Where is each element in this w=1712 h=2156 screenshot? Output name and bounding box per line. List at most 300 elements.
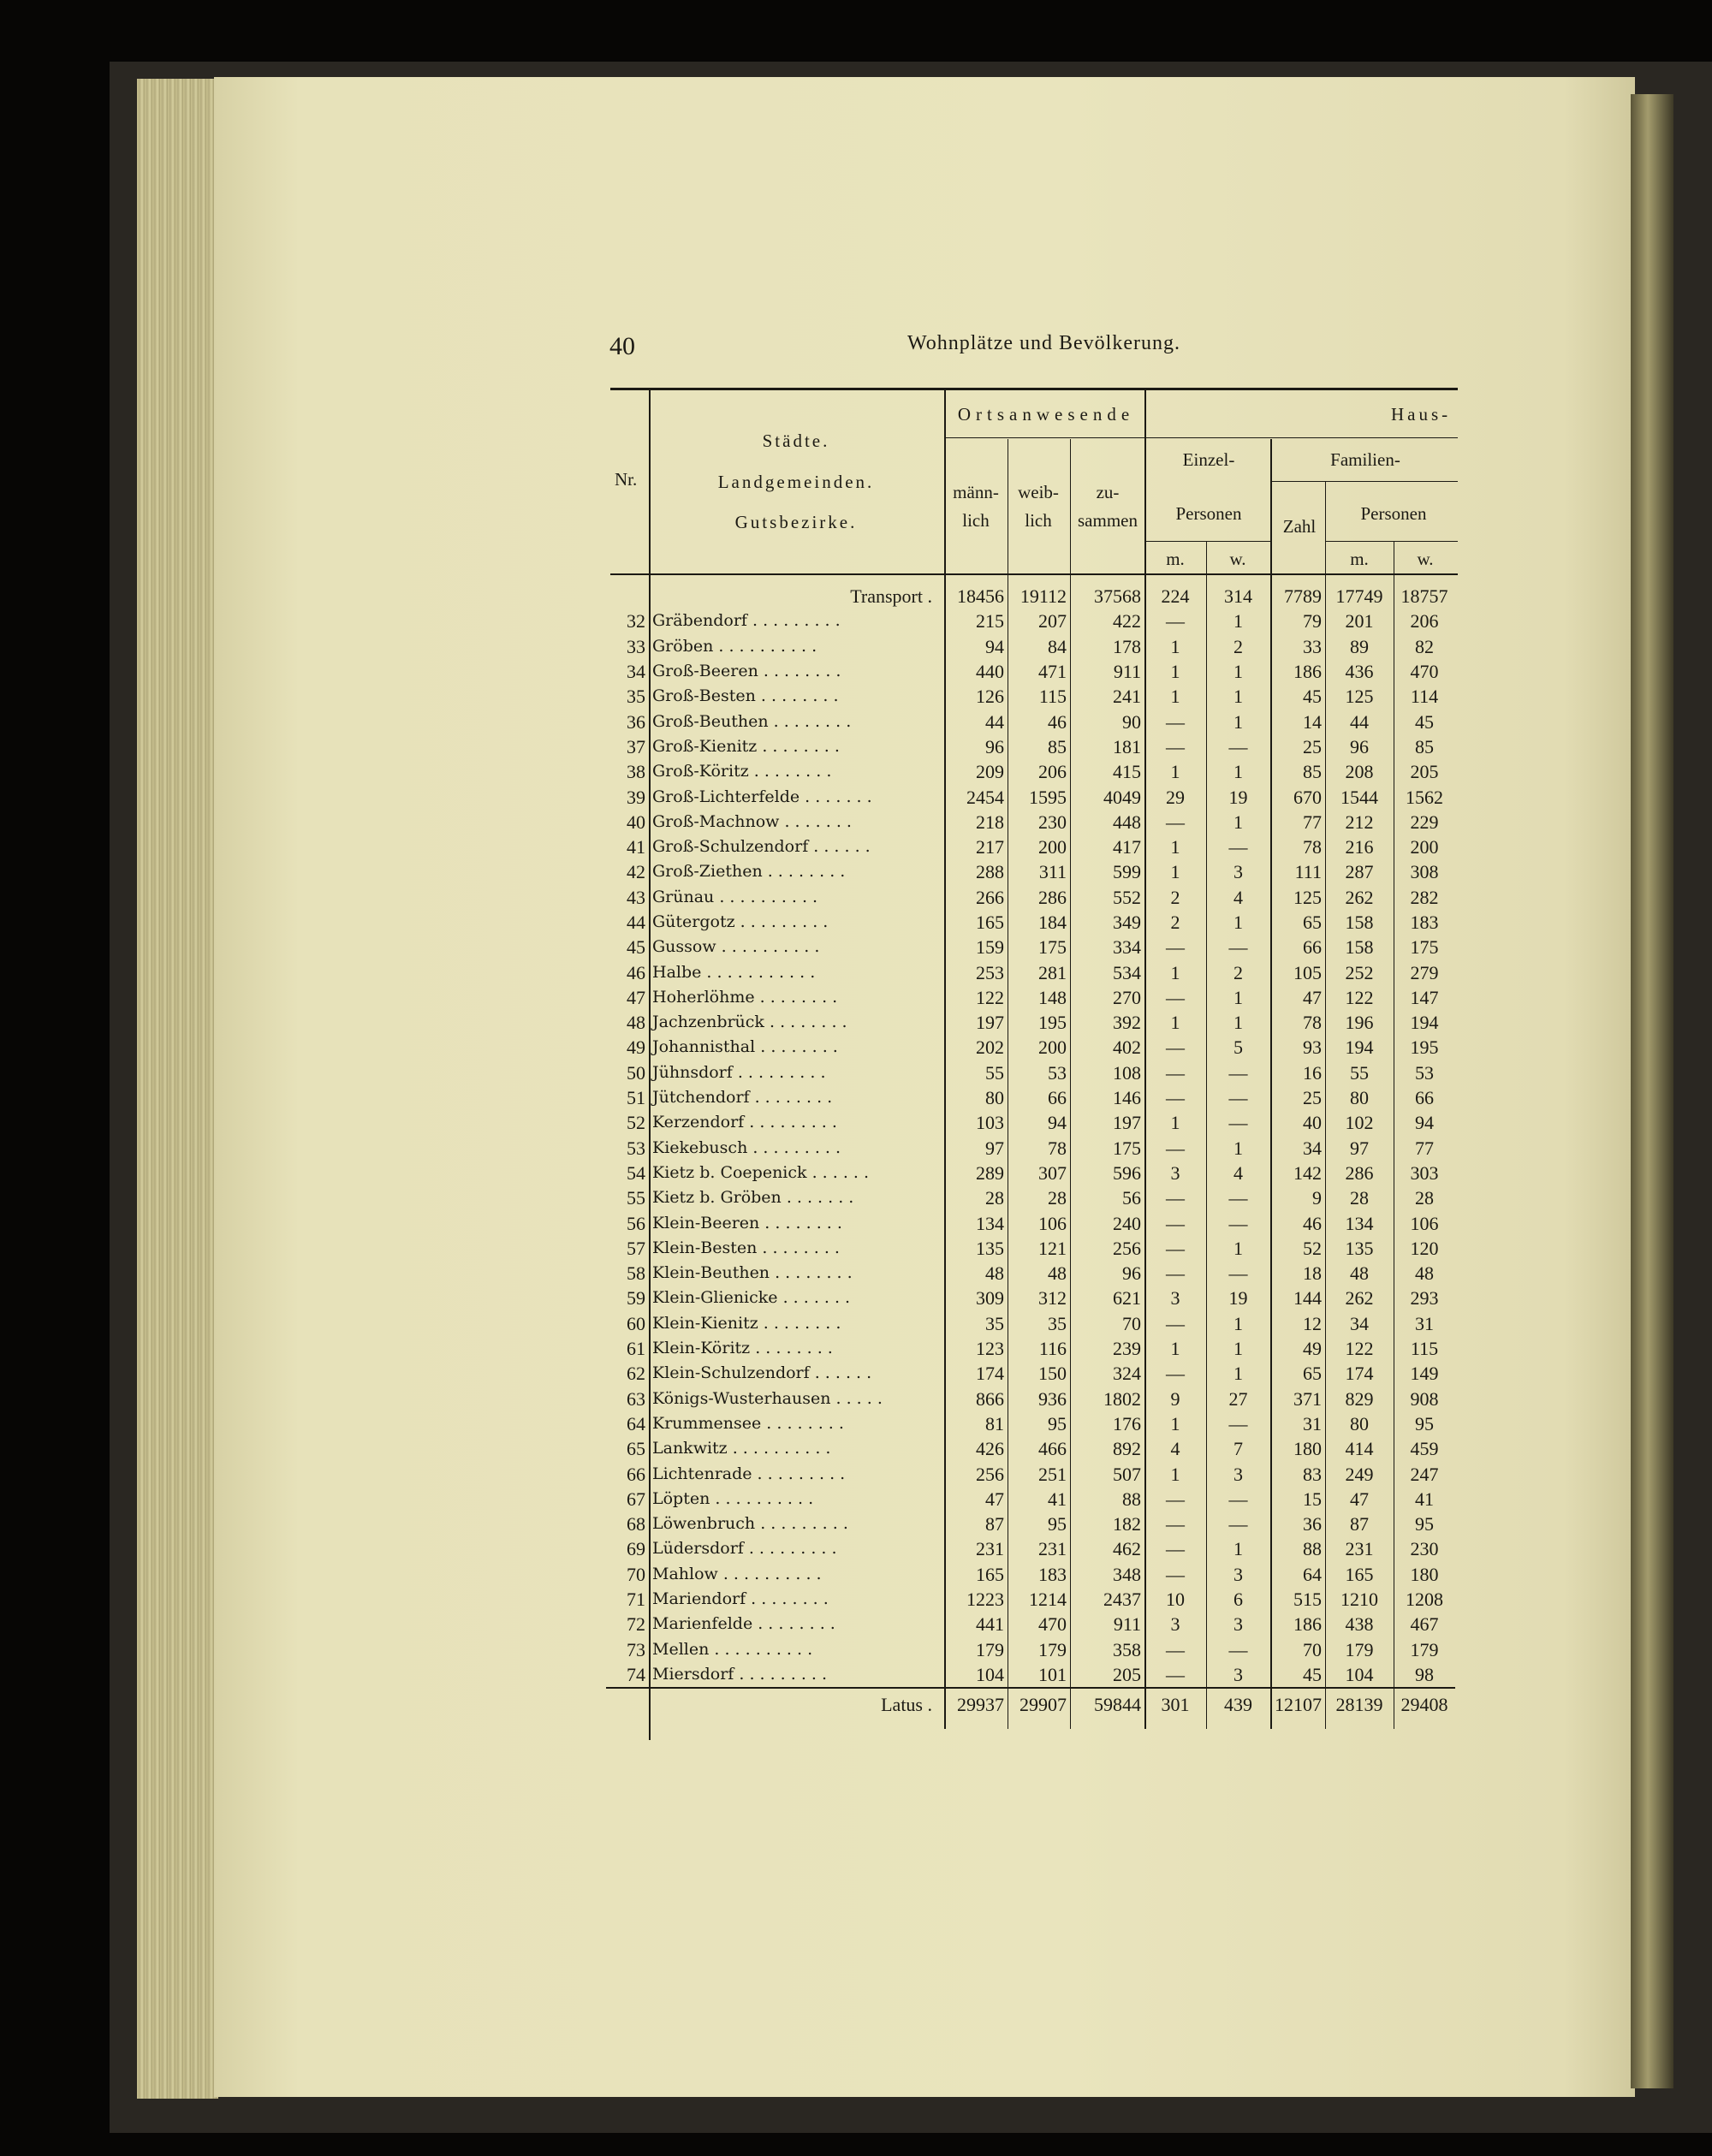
header-einzel-m: m. (1166, 549, 1185, 569)
cell-einzel-m: — (1166, 1488, 1185, 1510)
cell-familien-w: 28 (1415, 1187, 1434, 1209)
facing-page-edge (1631, 94, 1673, 2088)
cell-weiblich: 116 (1038, 1338, 1067, 1360)
cell-einzel-w: — (1228, 1212, 1248, 1234)
cell-maennlich: 174 (976, 1363, 1004, 1385)
cell-familien-w: 82 (1415, 635, 1434, 657)
cell-zusammen: 90 (1122, 710, 1141, 733)
cell-familien-w: 106 (1410, 1212, 1439, 1234)
place-name: Groß-Besten . . . . . . . . (652, 686, 839, 706)
cell-familien-m: 122 (1345, 986, 1374, 1008)
cell-zusammen: 552 (1113, 886, 1141, 908)
cell-weiblich: 286 (1038, 886, 1067, 908)
cell-einzel-m: — (1166, 710, 1185, 733)
cell-familien-w: 149 (1410, 1363, 1439, 1385)
cell-weiblich: 148 (1038, 986, 1067, 1008)
cell-zusammen: 402 (1113, 1036, 1141, 1059)
cell-familien-m: 252 (1345, 961, 1374, 983)
cell-weiblich: 35 (1048, 1312, 1067, 1334)
cell-familien-m: 231 (1345, 1538, 1374, 1560)
cell-familien-w: 200 (1410, 836, 1439, 858)
place-name: Kietz b. Gröben . . . . . . . (652, 1188, 854, 1208)
place-name: Kietz b. Coepenick . . . . . . (652, 1162, 870, 1182)
cell-weiblich: 281 (1038, 961, 1067, 983)
cell-einzel-m: — (1166, 1087, 1185, 1109)
cell-zahl: 64 (1303, 1563, 1322, 1585)
row-number: 45 (627, 936, 645, 959)
cell-familien-m: 438 (1345, 1613, 1374, 1636)
cell-maennlich: 135 (976, 1237, 1004, 1259)
cell-einzel-w: — (1228, 936, 1248, 959)
place-name: Hoherlöhme . . . . . . . . (652, 987, 838, 1007)
cell-weiblich: 28 (1048, 1187, 1067, 1209)
row-number: 71 (627, 1589, 645, 1611)
cell-maennlich: 35 (985, 1312, 1004, 1334)
cell-maennlich: 44 (985, 710, 1004, 733)
cell-maennlich: 103 (976, 1112, 1004, 1134)
cell-einzel-m: 2 (1170, 912, 1180, 933)
cell-einzel-w: 1 (1233, 1363, 1243, 1385)
personen-underline (1146, 541, 1270, 542)
cell-maennlich: 96 (985, 735, 1004, 757)
cell-weiblich: 29907 (1008, 1688, 1070, 1717)
cell-zusammen: 911 (1113, 661, 1141, 683)
cell-einzel-w: 1 (1233, 986, 1243, 1008)
cell-maennlich: 440 (976, 661, 1004, 683)
cell-zusammen: 417 (1113, 836, 1141, 858)
cell-einzel-w: 1 (1233, 1338, 1243, 1360)
table-row (606, 684, 1455, 709)
cell-einzel-w: 3 (1233, 861, 1243, 883)
table-row (606, 1311, 1455, 1336)
header-einzel: Einzel- (1182, 449, 1235, 470)
cell-einzel-m: 29 (1166, 786, 1185, 808)
cell-zahl: 105 (1293, 961, 1322, 983)
cell-zusammen: 175 (1113, 1137, 1141, 1159)
cell-weiblich: 95 (1048, 1513, 1067, 1535)
cell-einzel-m: 1 (1170, 635, 1180, 657)
cell-einzel-w: — (1228, 1488, 1248, 1510)
cell-familien-m: 87 (1350, 1513, 1369, 1535)
cell-einzel-m: 3 (1170, 1613, 1180, 1636)
cell-einzel-m: 1 (1170, 1338, 1180, 1360)
cell-weiblich: 184 (1038, 912, 1067, 933)
cell-einzel-m: 1 (1170, 861, 1180, 883)
cell-maennlich: 309 (976, 1287, 1004, 1310)
cell-zusammen: 448 (1113, 811, 1141, 833)
cell-maennlich: 122 (976, 986, 1004, 1008)
place-name: Gröben . . . . . . . . . . (652, 636, 817, 656)
cell-zahl: 70 (1303, 1638, 1322, 1660)
place-name: Groß-Kienitz . . . . . . . . (652, 736, 840, 756)
cell-maennlich: 2454 (966, 786, 1004, 808)
cell-maennlich: 28 (985, 1187, 1004, 1209)
cell-zahl: 25 (1303, 1087, 1322, 1109)
cell-einzel-w: 4 (1233, 1161, 1243, 1184)
cell-familien-w: 282 (1410, 886, 1439, 908)
cell-einzel-w: 1 (1233, 686, 1243, 708)
place-name: Löwenbruch . . . . . . . . . (652, 1514, 848, 1534)
page-number: 40 (609, 332, 635, 360)
cell-familien-w: 98 (1415, 1663, 1434, 1685)
cell-familien-w: 303 (1410, 1161, 1439, 1184)
cell-weiblich: 466 (1038, 1438, 1067, 1460)
cell-einzel-w: 27 (1228, 1387, 1248, 1410)
cell-zahl: 15 (1303, 1488, 1322, 1510)
cell-zahl: 93 (1303, 1036, 1322, 1059)
cell-zusammen: 1802 (1103, 1387, 1141, 1410)
cell-familien-m: 829 (1345, 1387, 1374, 1410)
cell-maennlich: 202 (976, 1036, 1004, 1059)
place-name: Jütchendorf . . . . . . . . (652, 1088, 833, 1108)
table-row (606, 1185, 1455, 1210)
table-row (606, 1236, 1455, 1261)
cell-zusammen: 596 (1113, 1161, 1141, 1184)
cell-familien-w: 1208 (1406, 1589, 1443, 1611)
table-row (606, 935, 1455, 959)
cell-maennlich: 29937 (944, 1688, 1008, 1717)
cell-familien-m: 80 (1350, 1087, 1369, 1109)
cell-zahl: 65 (1303, 1363, 1322, 1385)
header-staedte: Städte. (762, 431, 830, 451)
cell-einzel-m: — (1166, 1312, 1185, 1334)
cell-einzel-m: — (1166, 986, 1185, 1008)
cell-weiblich: 41 (1048, 1488, 1067, 1510)
table-row (606, 1286, 1455, 1310)
cell-maennlich: 165 (976, 1563, 1004, 1585)
cell-einzel-m: — (1166, 1363, 1185, 1385)
cell-zusammen: 348 (1113, 1563, 1141, 1585)
table-row (606, 1336, 1455, 1361)
cell-familien-w: 115 (1410, 1338, 1439, 1360)
cell-familien-w: 45 (1415, 710, 1434, 733)
cell-weiblich: 46 (1048, 710, 1067, 733)
cell-familien-w: 29408 (1394, 1688, 1455, 1717)
cell-einzel-m: — (1166, 735, 1185, 757)
cell-familien-m: 216 (1345, 836, 1374, 858)
cell-maennlich: 104 (976, 1663, 1004, 1685)
cell-einzel-w: 3 (1233, 1613, 1243, 1636)
cell-maennlich: 97 (985, 1137, 1004, 1159)
row-number: 32 (627, 610, 645, 633)
header-weiblich-2: lich (1025, 510, 1052, 531)
header-familien-w: w. (1417, 549, 1434, 569)
header-ortsanwesende: Ortsanwesende (957, 404, 1135, 425)
cell-familien-w: 183 (1410, 912, 1439, 933)
ortsanwesende-underline (946, 437, 1144, 438)
cell-zahl: 9 (1312, 1187, 1322, 1209)
row-number: 62 (627, 1363, 645, 1385)
table-row (606, 1562, 1455, 1587)
cell-familien-m: 55 (1350, 1061, 1369, 1084)
cell-familien-m: 262 (1345, 1287, 1374, 1310)
cell-zusammen: 422 (1113, 610, 1141, 633)
row-number: 41 (627, 836, 645, 858)
cell-maennlich: 426 (976, 1438, 1004, 1460)
row-number: 47 (627, 986, 645, 1008)
cell-familien-m: 158 (1345, 912, 1374, 933)
cell-zahl: 47 (1303, 986, 1322, 1008)
row-number: 73 (627, 1638, 645, 1660)
place-name: Grünau . . . . . . . . . . (652, 887, 818, 906)
cell-zusammen: 239 (1113, 1338, 1141, 1360)
cell-familien-m: 122 (1345, 1338, 1374, 1360)
cell-weiblich: 175 (1038, 936, 1067, 959)
cell-familien-m: 158 (1345, 936, 1374, 959)
cell-familien-w: 194 (1410, 1012, 1439, 1034)
cell-einzel-w: 314 (1224, 585, 1252, 608)
cell-weiblich: 207 (1038, 610, 1067, 633)
cell-einzel-m: 2 (1170, 886, 1180, 908)
cell-einzel-m: — (1166, 1036, 1185, 1059)
cell-zahl: 144 (1293, 1287, 1322, 1310)
cell-familien-m: 104 (1345, 1663, 1374, 1685)
cell-maennlich: 441 (976, 1613, 1004, 1636)
cell-zahl: 66 (1303, 936, 1322, 959)
table-row (606, 1060, 1455, 1085)
cell-familien-m: 17749 (1335, 585, 1383, 608)
cell-weiblich: 183 (1038, 1563, 1067, 1585)
cell-einzel-m: 1 (1170, 686, 1180, 708)
cell-familien-m: 1210 (1340, 1589, 1378, 1611)
row-number: 70 (627, 1563, 645, 1585)
cell-zahl: 12107 (1270, 1688, 1325, 1717)
cell-familien-m: 196 (1345, 1012, 1374, 1034)
row-number: 57 (627, 1237, 645, 1259)
row-number (606, 1688, 649, 1717)
cell-weiblich: 312 (1038, 1287, 1067, 1310)
cell-familien-w: 77 (1415, 1137, 1434, 1159)
table-row (606, 759, 1455, 784)
table-row (606, 784, 1455, 809)
cell-weiblich: 195 (1038, 1012, 1067, 1034)
row-number: 42 (627, 861, 645, 883)
cell-familien-m: 48 (1350, 1262, 1369, 1285)
cell-zahl: 14 (1303, 710, 1322, 733)
cell-zahl: 16 (1303, 1061, 1322, 1084)
cell-einzel-m: 1 (1170, 1412, 1180, 1434)
header-maennlich-2: lich (962, 510, 990, 531)
table-row (606, 885, 1455, 910)
table-row (606, 1411, 1455, 1436)
place-name: Klein-Besten . . . . . . . . (652, 1238, 840, 1257)
cell-familien-w: 206 (1410, 610, 1439, 633)
cell-zahl: 670 (1293, 786, 1322, 808)
cell-familien-m: 28139 (1325, 1688, 1394, 1717)
cell-zusammen: 37568 (1094, 585, 1141, 608)
cell-weiblich: 101 (1038, 1663, 1067, 1685)
cell-zusammen: 182 (1113, 1513, 1141, 1535)
cell-zahl: 85 (1303, 761, 1322, 783)
cell-familien-m: 287 (1345, 861, 1374, 883)
cell-zusammen: 70 (1122, 1312, 1141, 1334)
cell-maennlich: 231 (976, 1538, 1004, 1560)
running-title: Wohnplätze und Bevölkerung. (907, 332, 1180, 354)
cell-maennlich: 266 (976, 886, 1004, 908)
header-landgemeinden: Landgemeinden. (717, 472, 875, 492)
cell-weiblich: 1595 (1029, 786, 1067, 808)
cell-einzel-m: — (1166, 811, 1185, 833)
table-row (606, 609, 1455, 633)
table-row (606, 1612, 1455, 1636)
cell-einzel-m: 1 (1170, 1463, 1180, 1485)
cell-maennlich: 48 (985, 1262, 1004, 1285)
cell-zusammen: 146 (1113, 1087, 1141, 1109)
place-name: Jachzenbrück . . . . . . . . (652, 1013, 847, 1032)
cell-familien-w: 470 (1410, 661, 1439, 683)
cell-weiblich: 936 (1038, 1387, 1067, 1410)
table-row (606, 734, 1455, 759)
header-zusammen-2: sammen (1078, 510, 1138, 531)
cell-familien-w: 95 (1415, 1412, 1434, 1434)
fam-personen-underline (1325, 541, 1458, 542)
cell-einzel-m: — (1166, 1137, 1185, 1159)
cell-einzel-m: — (1166, 1237, 1185, 1259)
cell-zahl: 45 (1303, 1663, 1322, 1685)
cell-familien-w: 85 (1415, 735, 1434, 757)
cell-zahl: 45 (1303, 686, 1322, 708)
cell-familien-w: 230 (1410, 1538, 1439, 1560)
cell-familien-m: 80 (1350, 1412, 1369, 1434)
cell-familien-w: 1562 (1406, 786, 1443, 808)
row-number: 74 (627, 1663, 645, 1685)
cell-maennlich: 217 (976, 836, 1004, 858)
cell-einzel-m: 4 (1170, 1438, 1180, 1460)
cell-zusammen: 240 (1113, 1212, 1141, 1234)
row-number: 52 (627, 1112, 645, 1134)
place-name: Mariendorf . . . . . . . . (652, 1589, 829, 1609)
row-number: 64 (627, 1412, 645, 1434)
row-number: 59 (627, 1287, 645, 1310)
cell-weiblich: 94 (1048, 1112, 1067, 1134)
row-number: 55 (627, 1187, 645, 1209)
table-row (606, 1536, 1455, 1561)
place-name: Groß-Schulzendorf . . . . . . (652, 837, 871, 857)
cell-einzel-w: — (1228, 1187, 1248, 1209)
row-number: 40 (627, 811, 645, 833)
table-row (606, 1662, 1455, 1688)
cell-einzel-w: 1 (1233, 761, 1243, 783)
row-number: 56 (627, 1212, 645, 1234)
cell-familien-w: 180 (1410, 1563, 1439, 1585)
cell-weiblich: 307 (1038, 1161, 1067, 1184)
cell-zusammen: 56 (1122, 1187, 1141, 1209)
table-row (606, 1512, 1455, 1536)
row-number: 46 (627, 961, 645, 983)
place-name: Groß-Ziethen . . . . . . . . (652, 862, 846, 882)
place-name: Löpten . . . . . . . . . . (652, 1488, 814, 1508)
cell-einzel-w: 1 (1233, 661, 1243, 683)
cell-zahl: 34 (1303, 1137, 1322, 1159)
row-number: 43 (627, 886, 645, 908)
place-name: Groß-Lichterfelde . . . . . . . (652, 787, 872, 806)
header-familien-personen: Personen (1360, 503, 1427, 524)
cell-einzel-w: — (1228, 1513, 1248, 1535)
cell-zahl: 88 (1303, 1538, 1322, 1560)
cell-einzel-w: 1 (1233, 811, 1243, 833)
cell-maennlich: 87 (985, 1513, 1004, 1535)
row-number: 60 (627, 1312, 645, 1334)
cell-weiblich: 1214 (1029, 1589, 1067, 1611)
cell-zusammen: 392 (1113, 1012, 1141, 1034)
cell-familien-w: 53 (1415, 1061, 1434, 1084)
cell-zahl: 78 (1303, 1012, 1322, 1034)
cell-einzel-m: — (1166, 1563, 1185, 1585)
page-edges (137, 79, 218, 2099)
cell-einzel-w: — (1228, 1638, 1248, 1660)
row-number: 44 (627, 912, 645, 933)
cell-einzel-m: 1 (1170, 761, 1180, 783)
cell-maennlich: 165 (976, 912, 1004, 933)
header-haus: Haus- (1391, 404, 1452, 425)
cell-weiblich: 121 (1038, 1237, 1067, 1259)
cell-zusammen: 415 (1113, 761, 1141, 783)
cell-weiblich: 200 (1038, 1036, 1067, 1059)
cell-zusammen: 59844 (1070, 1688, 1144, 1717)
place-name: Halbe . . . . . . . . . . . (652, 962, 816, 982)
header-familien: Familien- (1330, 449, 1400, 470)
place-name: Groß-Beeren . . . . . . . . (652, 662, 841, 681)
row-number: 58 (627, 1262, 645, 1285)
cell-einzel-w: 439 (1206, 1688, 1270, 1717)
cell-weiblich: 311 (1038, 861, 1067, 883)
cell-maennlich: 1223 (966, 1589, 1004, 1611)
cell-weiblich: 106 (1038, 1212, 1067, 1234)
cell-weiblich: 251 (1038, 1463, 1067, 1485)
header-familien-m: m. (1350, 549, 1369, 569)
row-number: 68 (627, 1513, 645, 1535)
place-name: Groß-Beuthen . . . . . . . . (652, 711, 852, 731)
cell-zusammen: 349 (1113, 912, 1141, 933)
header-maennlich-1: männ- (953, 482, 999, 502)
latus-row (606, 1688, 1455, 1717)
row-number: 33 (627, 635, 645, 657)
header-zusammen-1: zu- (1096, 482, 1120, 502)
cell-einzel-m: 301 (1144, 1688, 1206, 1717)
cell-maennlich: 289 (976, 1161, 1004, 1184)
row-number: 65 (627, 1438, 645, 1460)
cell-weiblich: 470 (1038, 1613, 1067, 1636)
cell-zusammen: 599 (1113, 861, 1141, 883)
header-nr: Nr. (615, 469, 638, 490)
cell-familien-m: 174 (1345, 1363, 1374, 1385)
cell-einzel-w: 3 (1233, 1563, 1243, 1585)
cell-familien-w: 195 (1410, 1036, 1439, 1059)
row-number: 49 (627, 1036, 645, 1059)
cell-zusammen: 181 (1113, 735, 1141, 757)
cell-maennlich: 179 (976, 1638, 1004, 1660)
cell-einzel-w: — (1228, 1412, 1248, 1434)
place-name: Johannisthal . . . . . . . . (652, 1037, 838, 1057)
cell-weiblich: 471 (1038, 661, 1067, 683)
cell-maennlich: 209 (976, 761, 1004, 783)
cell-familien-w: 279 (1410, 961, 1439, 983)
place-name: Lichtenrade . . . . . . . . . (652, 1464, 846, 1483)
cell-familien-m: 97 (1350, 1137, 1369, 1159)
table-row (606, 1387, 1455, 1411)
cell-zahl: 83 (1303, 1463, 1322, 1485)
cell-maennlich: 80 (985, 1087, 1004, 1109)
cell-einzel-w: 1 (1233, 1137, 1243, 1159)
cell-zahl: 515 (1293, 1589, 1322, 1611)
cell-zahl: 49 (1303, 1338, 1322, 1360)
cell-familien-w: 179 (1410, 1638, 1439, 1660)
cell-weiblich: 53 (1048, 1061, 1067, 1084)
cell-zahl: 186 (1293, 1613, 1322, 1636)
place-name: Kerzendorf . . . . . . . . . (652, 1113, 837, 1132)
place-name: Klein-Schulzendorf . . . . . . (652, 1363, 872, 1383)
cell-familien-w: 18757 (1400, 585, 1448, 608)
